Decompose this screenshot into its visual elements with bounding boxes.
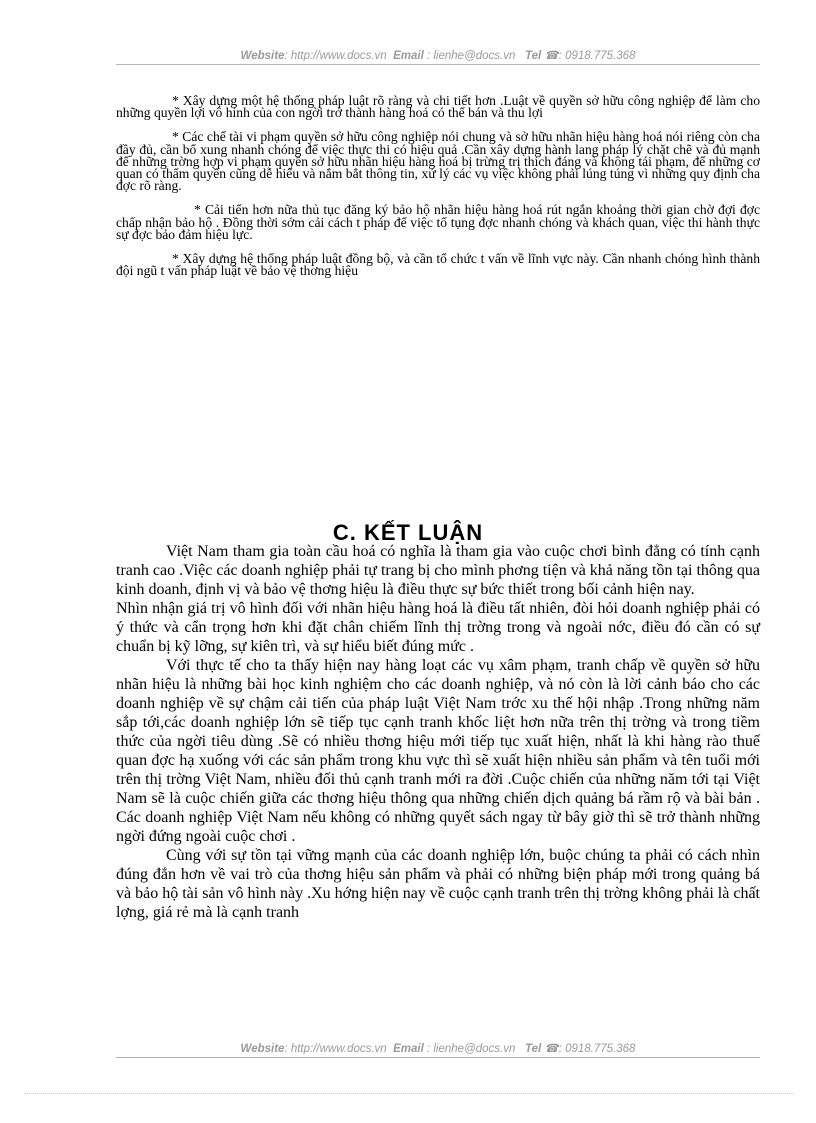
conclusion-paragraph: Việt Nam tham gia toàn cầu hoá có nghĩa là tham gia vào cuộc chơi bình đẳng có tính cạnh tranh cao .Việc các doanh nghiệp phải tự trang bị cho mình phơng tiện và khả năng tồn tại thông qua kinh doanh, định vị và bảo vệ thơng hiệu là điều thực sự bức thiết trong bối cảnh hiện nay.	[116, 543, 760, 598]
header-email-label: Email	[393, 50, 424, 62]
conclusion-paragraph: Với thực tế cho ta thấy hiện nay hàng loạt các vụ xâm phạm, tranh chấp về quyền sở hữu nhãn hiệu là những bài học kinh nghiệm cho các doanh nghiệp, và nó còn là lời cảnh báo cho các doanh nghiệp về sự chậm cải tiến của pháp luật Việt Nam trớc xu thế hội nhập .Trong những năm sắp tới,các doanh nghiệp lớn sẽ tiếp tục cạnh tranh khốc liệt hơn nữa trên thị trờng và trong tiềm thức của ngời tiêu dùng .Sẽ có nhiều thơng hiệu mới tiếp tục xuất hiện, nhất là khi hàng rào thuế quan đợc hạ xuống với các sản phẩm trong khu vực thì sẽ xuất hiện nhiều sản phẩm và tên tuổi mới trên thị trờng Việt Nam, nhiều đối thủ cạnh tranh mới ra đời .Cuộc chiến của những năm tới tại Việt Nam sẽ là cuộc chiến giữa các thơng hiệu thông qua những chiến dịch quảng bá rầm rộ và bài bản . Các doanh nghiệp Việt Nam nếu không có những quyết sách ngay từ bây giờ thì sẽ trở thành những ngời đứng ngoài cuộc chơi .	[116, 657, 760, 845]
recommendations-section	[116, 95, 760, 289]
recommendation-item: * Các chế tài vi phạm quyền sở hữu công nghiệp nói chung và sở hữu nhãn hiệu hàng hoá nói riêng còn cha đầy đủ, cần bổ xung nhanh chóng để việc thực thi có hiệu quả .Cần xây dựng hành lang pháp lý chặt chẽ và đủ mạnh để những trờng hợp vi phạm quyền sở hữu nhãn hiệu hàng hoá bị trừng trị thích đáng và không tái phạm, để những cơ quan có thẩm quyền cũng dễ hiểu và nắm bắt thông tin, xử lý các vụ việc không phải lúng túng vì những quy định cha đợc rõ ràng.	[116, 129, 760, 194]
header-website-label: Website	[240, 50, 285, 62]
header-tel-value: ☎: 0918.775.368	[544, 50, 636, 62]
page-bottom-divider	[24, 1093, 794, 1094]
header-email-value: : lienhe@docs.vn	[426, 50, 516, 62]
footer-email-label: Email	[393, 1043, 424, 1055]
page-header	[116, 48, 760, 65]
recommendation-item: * Cải tiến hơn nữa thủ tục đăng ký bảo hộ nhãn hiệu hàng hoá rút ngắn khoảng thời gian chờ đợi đợc chấp nhận bảo hộ . Đồng thời sớm cải cách t pháp để việc tố tụng đợc nhanh chóng và khách quan, việc thi hành thực sự đợc bảo đảm hiệu lực.	[116, 202, 760, 242]
conclusion-title: C. KẾT LUẬN	[332, 520, 484, 545]
header-tel-label: Tel	[524, 50, 542, 62]
header-website-value: : http://www.docs.vn	[284, 50, 387, 62]
footer-tel-label: Tel	[524, 1043, 542, 1055]
recommendation-item: * Xây dựng một hệ thống pháp luật rõ ràng và chi tiết hơn .Luật về quyền sở hữu công nghiệp để làm cho những quyền lợi vô hình của con ngời trở thành hàng hoá có thể bán và thu lợi	[116, 93, 760, 121]
footer-tel-value: ☎: 0918.775.368	[544, 1043, 636, 1055]
recommendation-item: * Xây dựng hệ thống pháp luật đồng bộ, và cần tổ chức t vấn về lĩnh vực này. Cần nhanh chóng hình thành đội ngũ t vấn pháp luật về bảo vệ thơng hiệu	[116, 251, 760, 279]
footer-email-value: : lienhe@docs.vn	[426, 1043, 516, 1055]
footer-website-value: : http://www.docs.vn	[284, 1043, 387, 1055]
conclusion-paragraph: Cùng với sự tồn tại vững mạnh của các doanh nghiệp lớn, buộc chúng ta phải có cách nhìn đúng đắn hơn về vai trò của thơng hiệu sản phẩm và phải có những biện pháp mới trong quảng bá và bảo hộ tài sản vô hình này .Xu hớng hiện nay về cuộc cạnh tranh trên thị trờng không phải là chất lợng, giá rẻ mà là cạnh tranh	[116, 847, 760, 921]
conclusion-body	[116, 542, 760, 922]
conclusion-paragraph: Nhìn nhận giá trị vô hình đối với nhãn hiệu hàng hoá là điều tất nhiên, đòi hỏi doanh nghiệp phải có ý thức và cẩn trọng hơn khi đặt chân chiếm lĩnh thị trờng trong và ngoài nớc, điều đó cần có sự chuẩn bị kỹ lỡng, sự kiên trì, và sự hiểu biết đúng mức .	[116, 600, 760, 655]
page-footer	[116, 1041, 760, 1058]
footer-website-label: Website	[240, 1043, 285, 1055]
